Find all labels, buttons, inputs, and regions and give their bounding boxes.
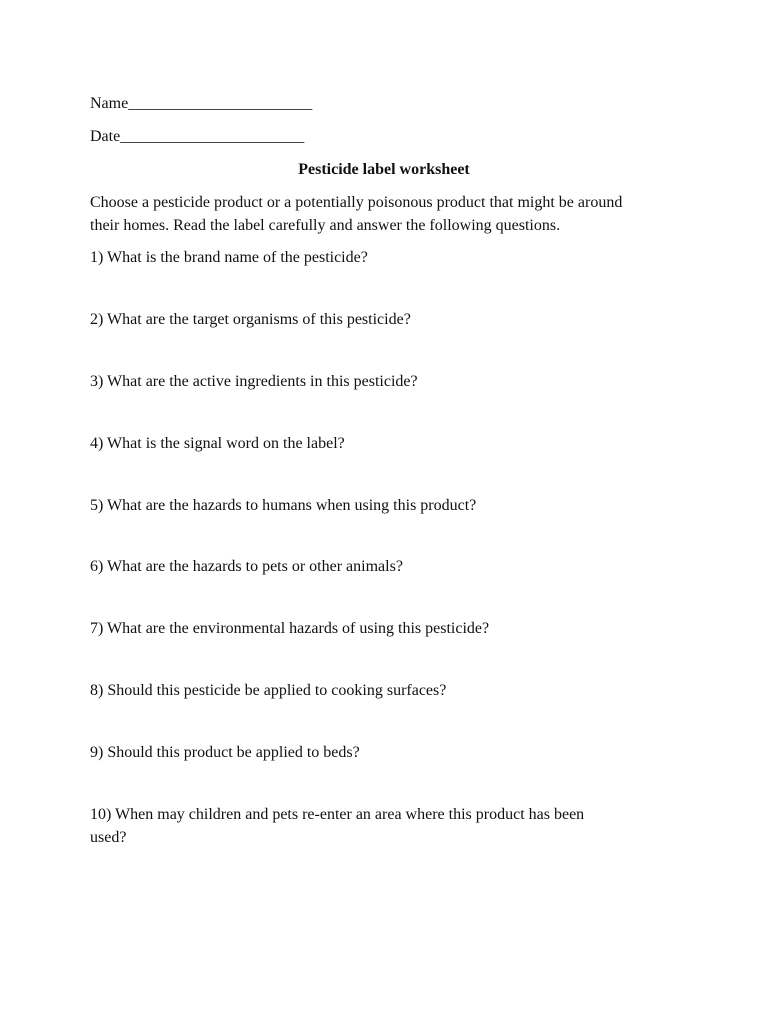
question-1: 1) What is the brand name of the pesticide? xyxy=(90,249,368,266)
question-6: 6) What are the hazards to pets or other animals? xyxy=(90,558,403,575)
question-5: 5) What are the hazards to humans when using this product? xyxy=(90,497,477,514)
date-field-label: Date_______________________ xyxy=(90,128,305,145)
instructions-line-2: their homes. Read the label carefully and answer the following questions. xyxy=(90,217,561,234)
question-3: 3) What are the active ingredients in this pesticide? xyxy=(90,373,418,390)
question-8: 8) Should this pesticide be applied to cooking surfaces? xyxy=(90,682,447,699)
instructions-line-1: Choose a pesticide product or a potentially poisonous product that might be around xyxy=(90,194,623,211)
question-10-line-2: used? xyxy=(90,829,127,846)
question-7: 7) What are the environmental hazards of using this pesticide? xyxy=(90,620,490,637)
question-9: 9) Should this product be applied to beds? xyxy=(90,744,360,761)
question-2: 2) What are the target organisms of this pesticide? xyxy=(90,311,411,328)
name-field-label: Name_______________________ xyxy=(90,95,313,112)
worksheet-title: Pesticide label worksheet xyxy=(298,161,470,178)
question-4: 4) What is the signal word on the label? xyxy=(90,435,345,452)
question-10-line-1: 10) When may children and pets re-enter an area where this product has been xyxy=(90,806,585,823)
